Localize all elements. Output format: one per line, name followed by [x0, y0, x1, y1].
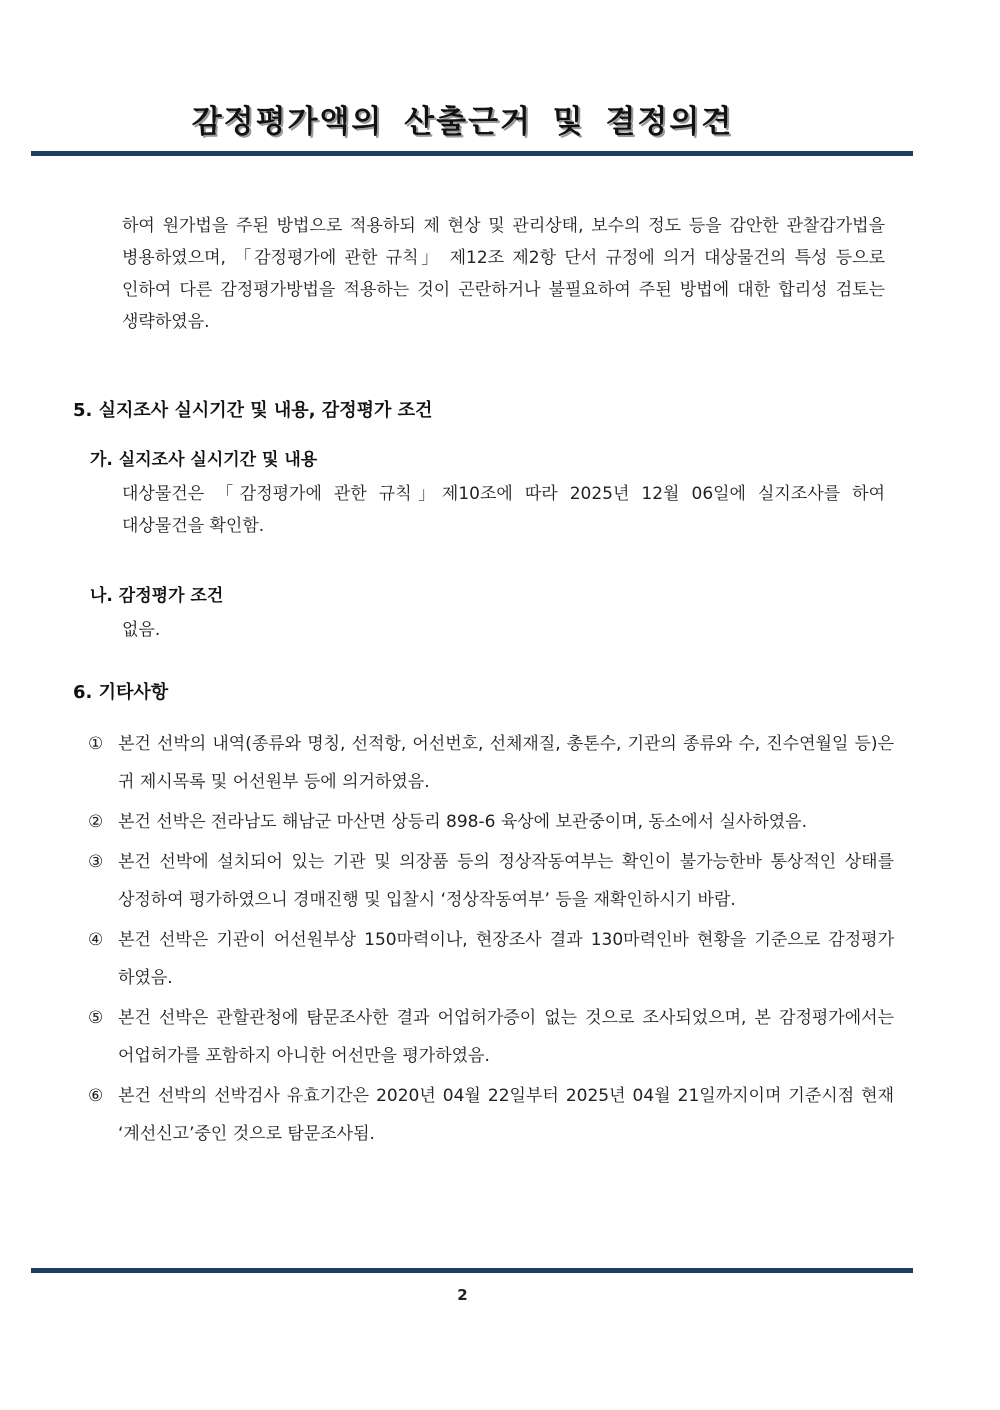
list-item: [88, 843, 894, 919]
item-number: ⑥: [88, 1086, 104, 1106]
section-5a-heading: 가. 실지조사 실시기간 및 내용: [90, 450, 318, 470]
list-item: [88, 999, 894, 1075]
page-number: 2: [457, 1286, 468, 1304]
section-5-heading: 5. 실지조사 실시기간 및 내용, 감정평가 조건: [73, 400, 433, 421]
item-text: 본건 선박의 선박검사 유효기간은 2020년 04월 22일부터 2025년 04월 21일까지이며 기준시점 현재 ‘계선신고’중인 것으로 탐문조사됨.: [118, 1086, 894, 1144]
item-text: 본건 선박은 전라남도 해남군 마산면 상등리 898-6 육상에 보관중이며, 동소에서 실사하였음.: [118, 812, 808, 832]
footer-rule: [31, 1268, 913, 1273]
list-item: [88, 1077, 894, 1153]
section-6-heading: 6. 기타사항: [73, 682, 169, 703]
notes-list: [88, 725, 894, 1153]
item-number: ③: [88, 852, 104, 872]
item-number: ④: [88, 930, 104, 950]
item-text: 본건 선박의 내역(종류와 명칭, 선적항, 어선번호, 선체재질, 총톤수, 기관의 종류와 수, 진수연월일 등)은 귀 제시목록 및 어선원부 등에 의거하였음.: [118, 734, 894, 792]
item-number: ①: [88, 734, 104, 754]
item-text: 본건 선박은 관할관청에 탐문조사한 결과 어업허가증이 없는 것으로 조사되었으며, 본 감정평가에서는 어업허가를 포함하지 아니한 어선만을 평가하였음.: [118, 1008, 894, 1066]
page-title: 감정평가액의 산출근거 및 결정의견: [191, 104, 734, 140]
item-text: 본건 선박은 기관이 어선원부상 150마력이나, 현장조사 결과 130마력인바 현황을 기준으로 감정평가 하였음.: [118, 930, 894, 988]
item-text: 본건 선박에 설치되어 있는 기관 및 의장품 등의 정상작동여부는 확인이 불가능한바 통상적인 상태를 상정하여 평가하였으니 경매진행 및 입찰시 ‘정상작동여부’ 등을 재확인하시기 바람.: [118, 852, 894, 910]
list-item: [88, 921, 894, 997]
intro-paragraph: 하여 원가법을 주된 방법으로 적용하되 제 현상 및 관리상태, 보수의 정도 등을 감안한 관찰감가법을 병용하였으며, 「감정평가에 관한 규칙」 제12조 제2항 단서 규정에 의거 대상물건의 특성 등으로 인하여 다른 감정평가방법을 적용하는 것이 곤란하거나 불필요하여 주된 방법에 대한 합리성 검토는 생략하였음.: [122, 216, 885, 332]
item-number: ②: [88, 812, 104, 832]
item-number: ⑤: [88, 1008, 104, 1028]
section-5b-text: 없음.: [122, 620, 161, 640]
section-5a-text: 대상물건은 「감정평가에 관한 규칙」제10조에 따라 2025년 12월 06일에 실지조사를 하여 대상물건을 확인함.: [122, 484, 885, 536]
section-5b-heading: 나. 감정평가 조건: [90, 586, 224, 606]
header-rule: [31, 151, 913, 156]
list-item: [88, 803, 894, 841]
list-item: [88, 725, 894, 801]
